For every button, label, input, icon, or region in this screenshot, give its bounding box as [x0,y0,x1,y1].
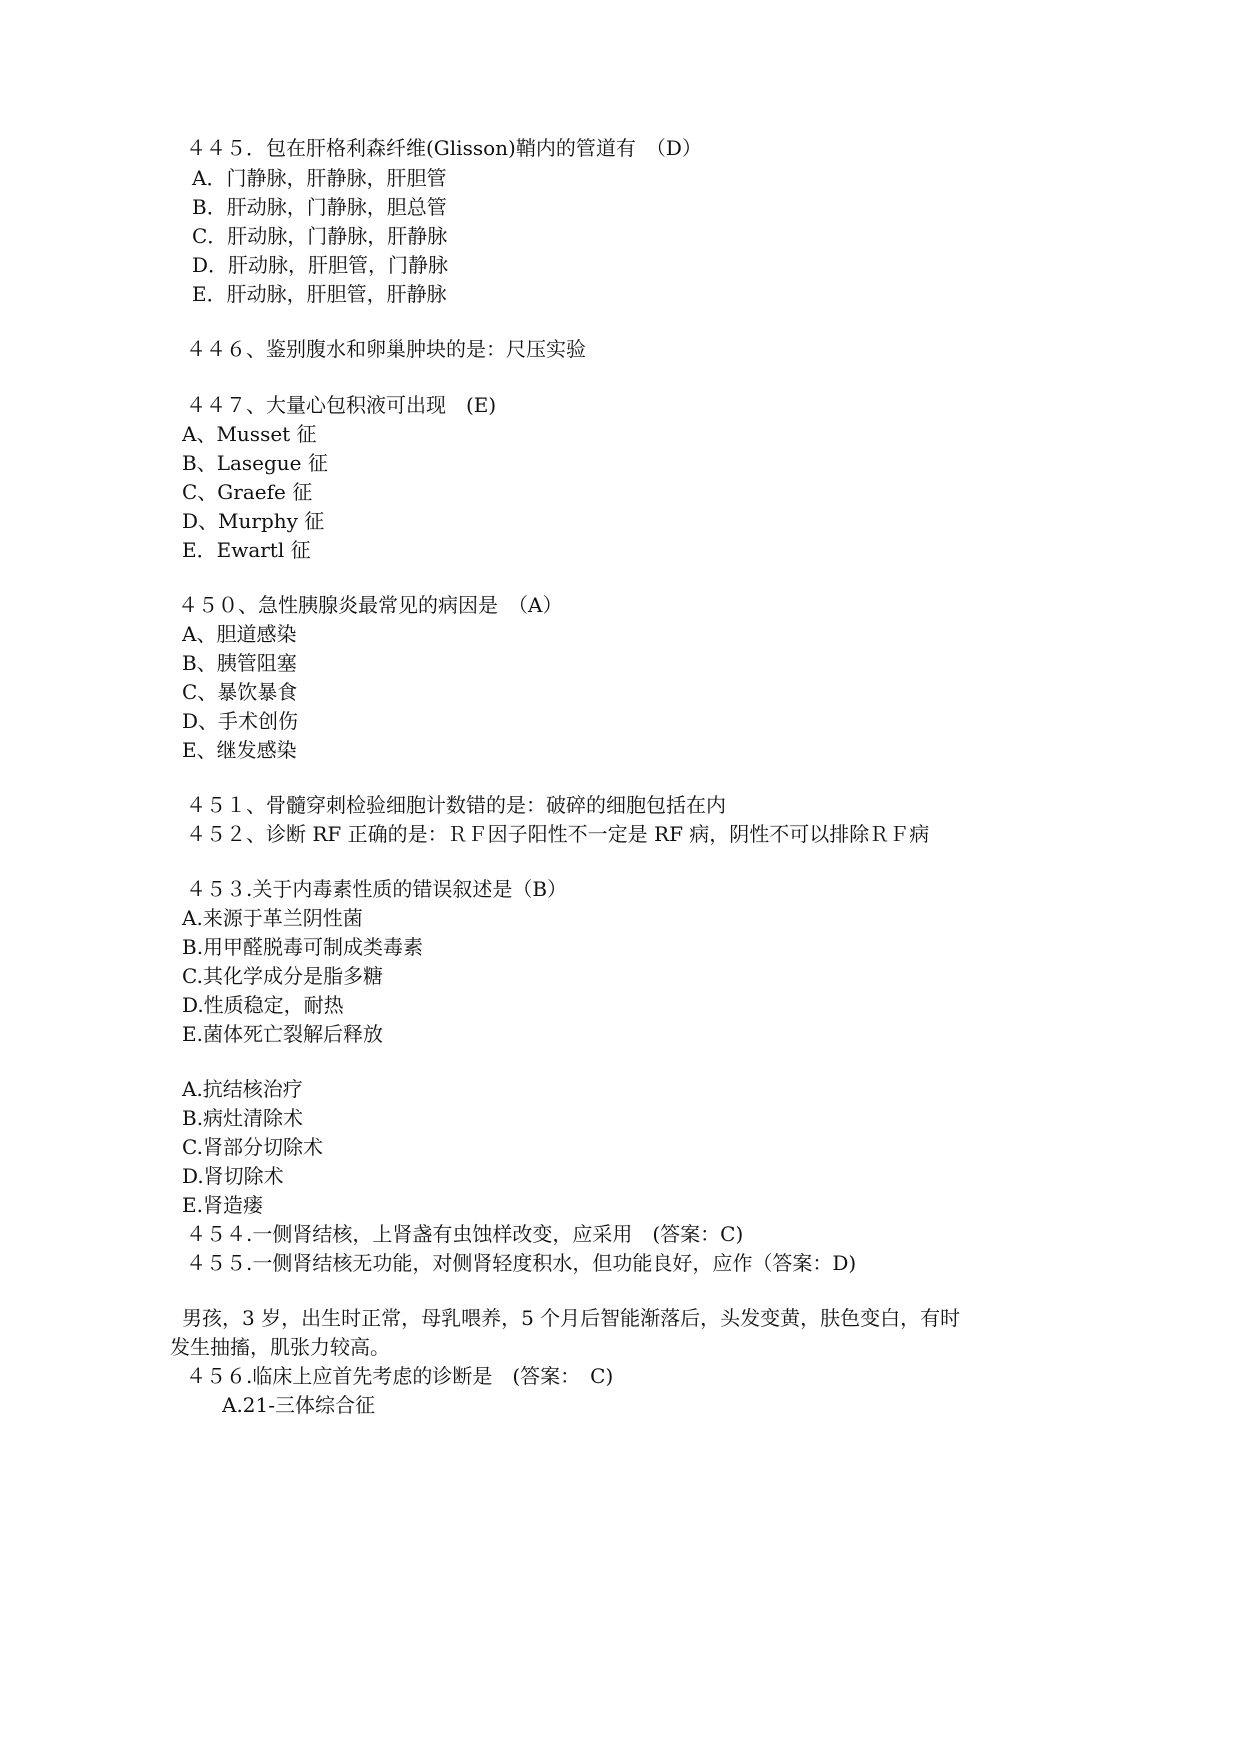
question-445-option-a: A．门静脉，肝静脉，肝胆管 [192,166,447,190]
question-454-stem: ４５４.一侧肾结核，上肾盏有虫蚀样改变，应采用 (答案：C) [186,1222,744,1246]
question-445-option-d: D．肝动脉，肝胆管，门静脉 [192,253,449,277]
question-447-stem: ４４７、大量心包积液可出现 (E) [186,393,497,417]
question-450-option-d: D、手术创伤 [182,709,299,733]
question-447-option-d: D、Murphy 征 [182,509,325,533]
question-450-option-c: C、暴饮暴食 [182,680,298,704]
question-447-option-a: A、Musset 征 [182,422,317,446]
question-450-stem: ４５０、急性胰腺炎最常见的病因是 （A） [178,593,563,617]
question-455-stem: ４５５.一侧肾结核无功能，对侧肾轻度积水，但功能良好，应作（答案：D) [186,1251,857,1275]
shared-option-e: E.肾造瘘 [182,1193,263,1217]
shared-option-a: A.抗结核治疗 [182,1077,303,1101]
question-453-option-b: B.用甲醛脱毒可制成类毒素 [182,935,424,959]
shared-option-c: C.肾部分切除术 [182,1135,323,1159]
question-453-stem: ４５３.关于内毒素性质的错误叙述是（B） [186,877,568,901]
question-447-option-b: B、Lasegue 征 [182,451,328,475]
question-452-stem: ４５２、诊断 RF 正确的是：ＲＦ因子阳性不一定是 RF 病，阴性不可以排除ＲＦ病 [186,822,930,846]
question-445-option-c: C．肝动脉，门静脉，肝静脉 [192,224,448,248]
question-445-stem: ４４５．包在肝格利森纤维(Glisson)鞘内的管道有 （D） [186,136,702,160]
question-456-stem: ４５６.临床上应首先考虑的诊断是 (答案： C) [186,1364,614,1388]
question-453-option-c: C.其化学成分是脂多糖 [182,964,383,988]
question-445-option-b: B．肝动脉，门静脉，胆总管 [192,195,447,219]
case-description-line2: 发生抽搐，肌张力较高。 [170,1335,390,1359]
question-453-option-a: A.来源于革兰阴性菌 [182,906,363,930]
question-446-stem: ４４６、鉴别腹水和卵巢肿块的是：尺压实验 [186,337,586,361]
case-description-line1: 男孩，3 岁，出生时正常，母乳喂养，5 个月后智能渐落后，头发变黄，肤色变白，有时 [182,1306,961,1330]
question-453-option-d: D.性质稳定，耐热 [182,993,344,1017]
question-456-option-a: A.21-三体综合征 [222,1393,376,1417]
question-450-option-a: A、胆道感染 [182,622,297,646]
question-447-option-e: E．Ewartl 征 [182,538,311,562]
shared-option-b: B.病灶清除术 [182,1106,304,1130]
question-451-stem: ４５１、骨髓穿刺检验细胞计数错的是：破碎的细胞包括在内 [186,793,726,817]
shared-option-d: D.肾切除术 [182,1164,284,1188]
question-453-option-e: E.菌体死亡裂解后释放 [182,1022,383,1046]
question-450-option-e: E、继发感染 [182,738,297,762]
question-450-option-b: B、胰管阻塞 [182,651,297,675]
question-445-option-e: E．肝动脉，肝胆管，肝静脉 [192,282,447,306]
question-447-option-c: C、Graefe 征 [182,480,313,504]
